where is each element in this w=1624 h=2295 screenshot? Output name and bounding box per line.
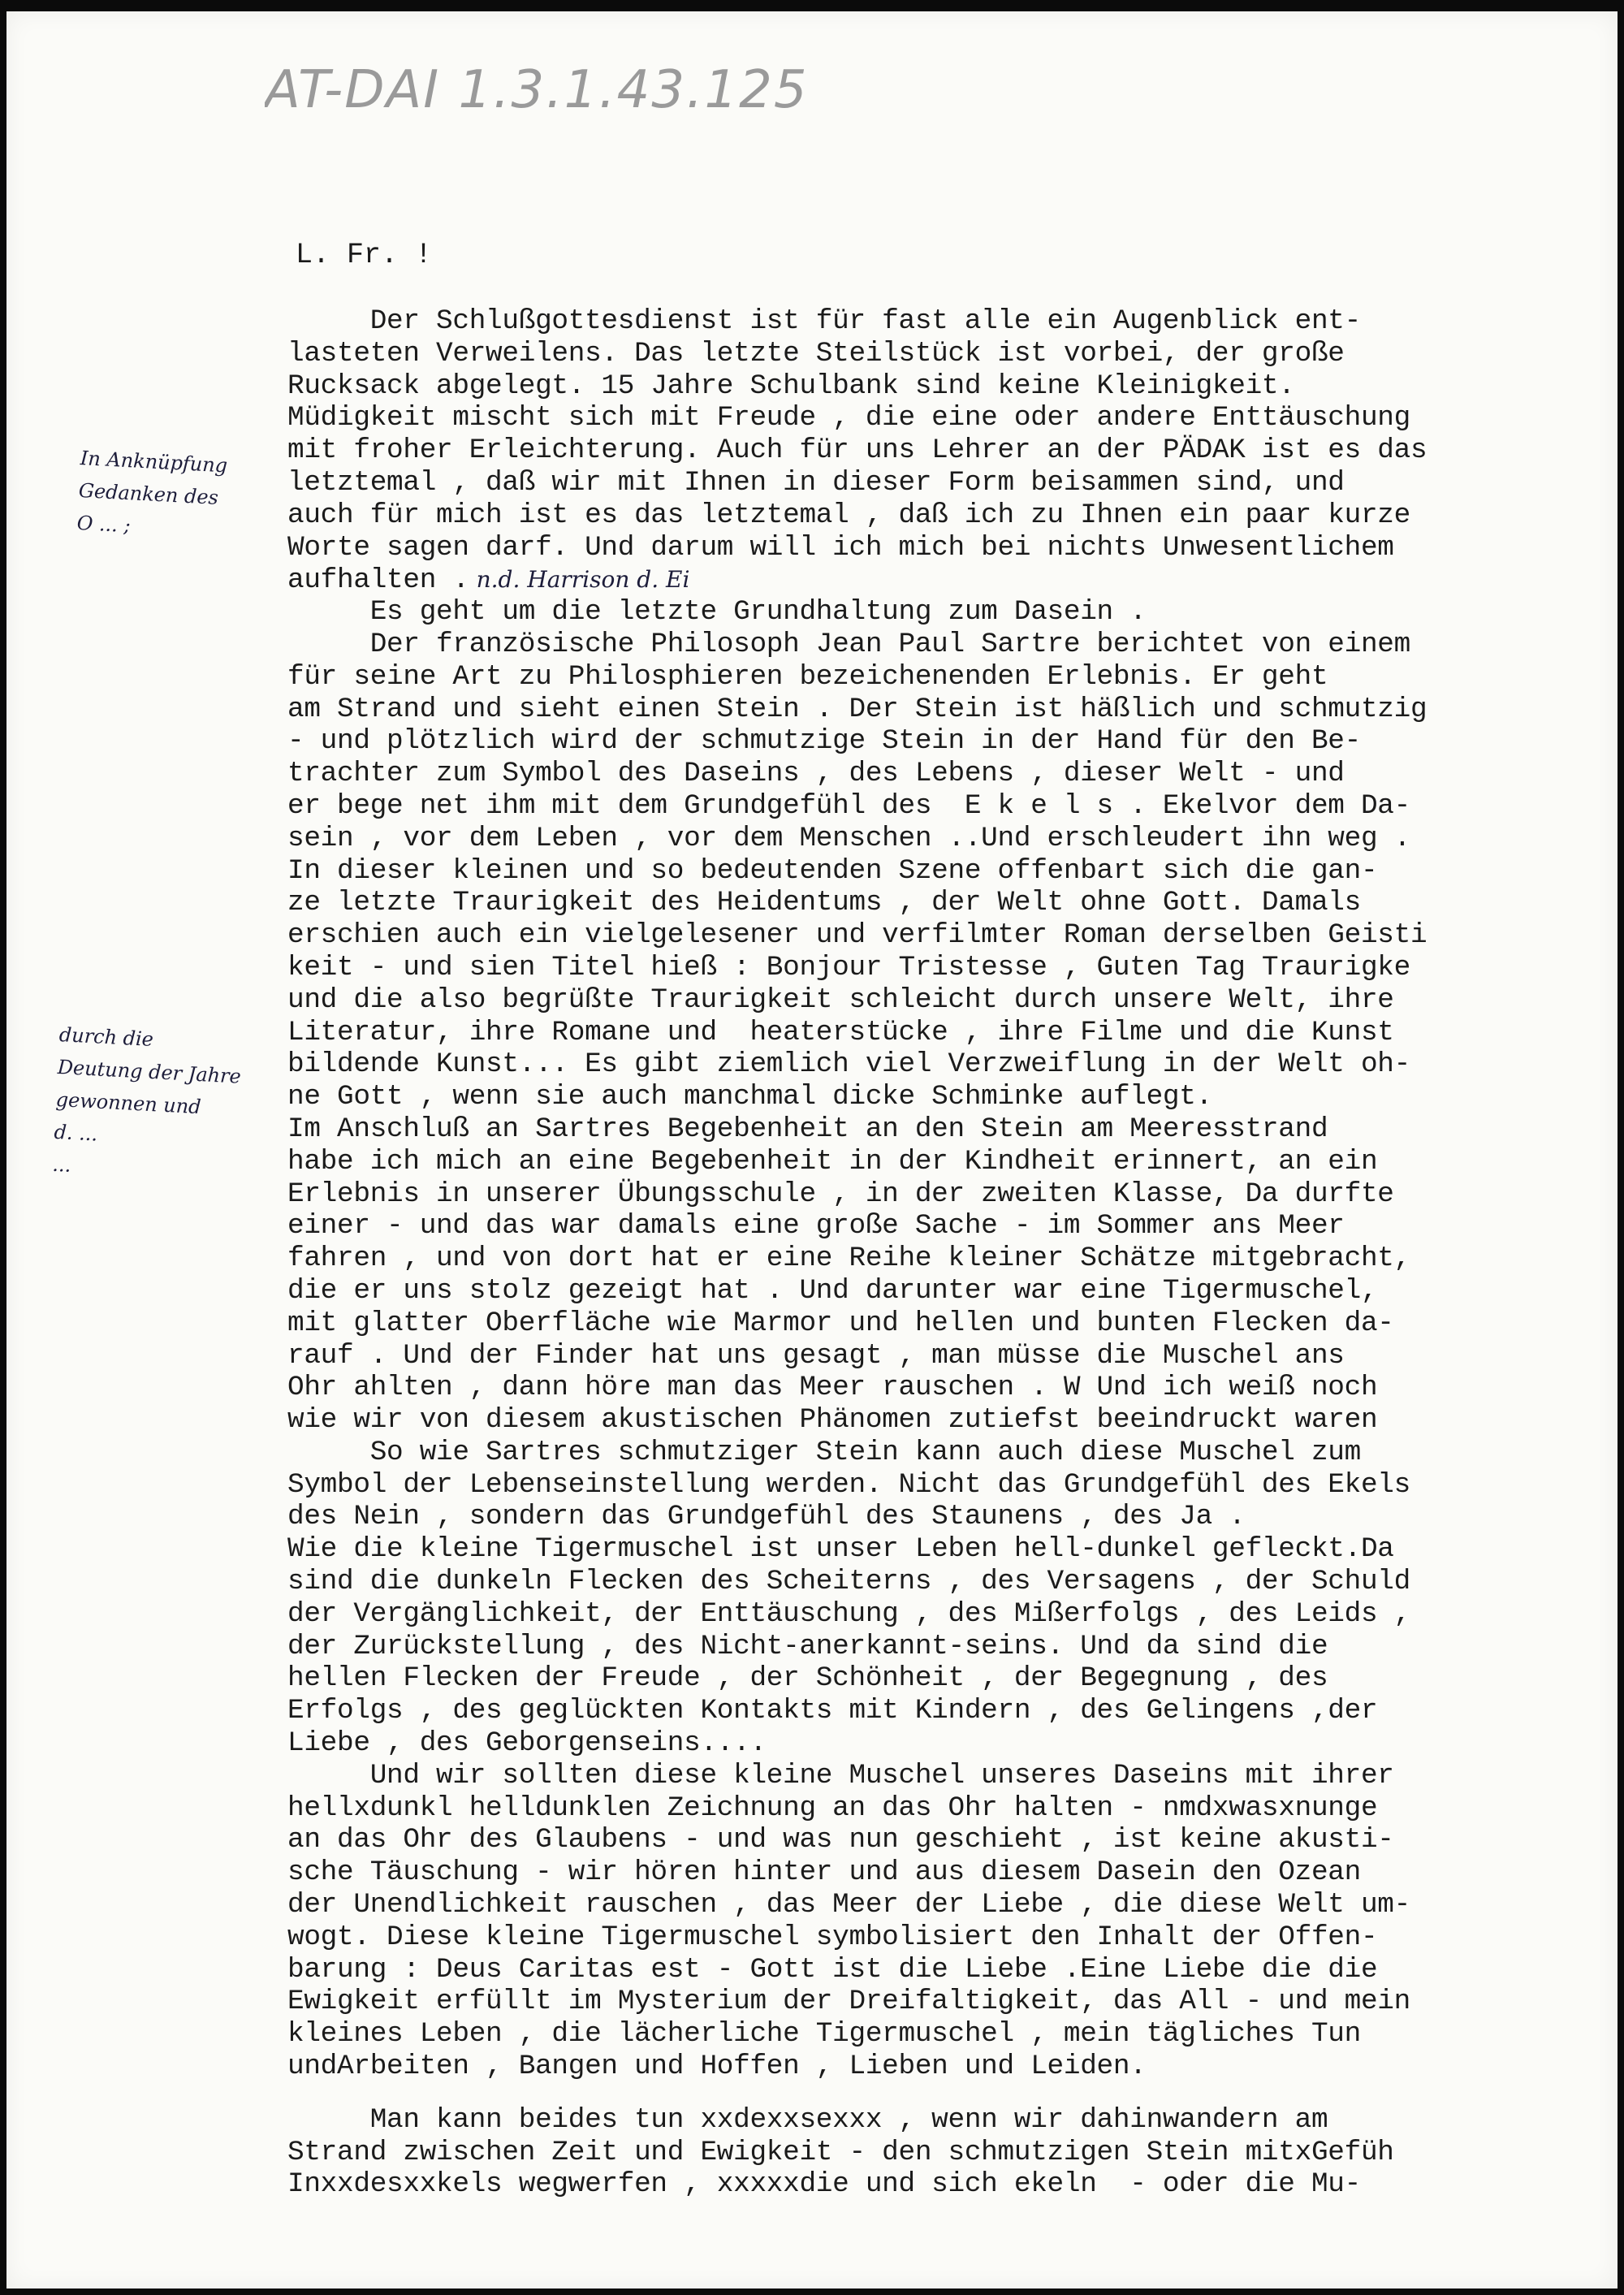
text-line: letztemal , daß wir mit Ihnen in dieser Form beisammen sind, und: [287, 466, 1345, 499]
text-line: wogt. Diese kleine Tigermuschel symbolisiert den Inhalt der Offen-: [287, 1921, 1378, 1953]
text-line: Wie die kleine Tigermuschel ist unser Leben hell-dunkel gefleckt.Da: [287, 1533, 1394, 1566]
text-line: sein , vor dem Leben , vor dem Menschen ..Und erschleudert ihn weg .: [287, 822, 1410, 854]
salutation: L. Fr. !: [296, 239, 433, 271]
margin-note-1: In Anknüpfung Gedanken des O ... ;: [76, 446, 228, 538]
text-line: Inxxdesxxkels wegwerfen , xxxxxdie und sich ekeln - oder die Mu-: [287, 2168, 1361, 2201]
text-line: Erlebnis in unserer Übungsschule , in der zweiten Klasse, Da durfte: [287, 1178, 1394, 1210]
text-line: die er uns stolz gezeigt hat . Und darunter war eine Tigermuschel,: [287, 1274, 1378, 1307]
text-line: der Zurückstellung , des Nicht-anerkannt-seins. Und da sind die: [287, 1630, 1328, 1662]
text-line: Im Anschluß an Sartres Begebenheit an den Stein am Meeresstrand: [287, 1113, 1328, 1145]
text-line: am Strand und sieht einen Stein . Der Stein ist häßlich und schmutzig: [287, 693, 1427, 725]
archive-signature: AT-DAI 1.3.1.43.125: [265, 60, 809, 120]
text-line: barung : Deus Caritas est - Gott ist die Liebe .Eine Liebe die die: [287, 1953, 1378, 1986]
text-line: und die also begrüßte Traurigkeit schleicht durch unsere Welt, ihre: [287, 983, 1394, 1016]
text-line: ze letzte Traurigkeit des Heidentums , der Welt ohne Gott. Damals: [287, 887, 1361, 919]
text-line: hellxdunkl helldunklen Zeichnung an das Ohr halten - nmdxwasxnunge: [287, 1791, 1378, 1824]
text-line: der Unendlichkeit rauschen , das Meer der Liebe , die diese Welt um-: [287, 1889, 1410, 1921]
text-line: Ohr ahlten , dann höre man das Meer rauschen . W Und ich weiß noch: [287, 1372, 1378, 1404]
text-line: keit - und sien Titel hieß : Bonjour Tristesse , Guten Tag Traurigke: [287, 951, 1410, 983]
text-line: [287, 2083, 1611, 2104]
text-line: mit glatter Oberfläche wie Marmor und hellen und bunten Flecken da-: [287, 1307, 1394, 1339]
text-line: Symbol der Lebenseinstellung werden. Nicht das Grundgefühl des Ekels: [287, 1468, 1410, 1501]
text-line: rauf . Und der Finder hat uns gesagt , man müsse die Muschel ans: [287, 1339, 1345, 1372]
text-line: Der französische Philosoph Jean Paul Sartre berichtet von einem: [287, 628, 1410, 660]
text-line: Rucksack abgelegt. 15 Jahre Schulbank sind keine Kleinigkeit.: [287, 370, 1295, 402]
text-line: erschien auch ein vielgelesener und verfilmter Roman derselben Geisti: [287, 919, 1427, 952]
text-line: des Nein , sondern das Grundgefühl des Staunens , des Ja .: [287, 1501, 1246, 1533]
text-line: bildende Kunst... Es gibt ziemlich viel Verzweiflung in der Welt oh-: [287, 1048, 1410, 1081]
text-line: Strand zwischen Zeit und Ewigkeit - den schmutzigen Stein mitxGefüh: [287, 2136, 1394, 2168]
text-line: Liebe , des Geborgenseins....: [287, 1727, 767, 1760]
text-line: ne Gott , wenn sie auch manchmal dicke Schminke auflegt.: [287, 1081, 1212, 1113]
document-page: [6, 11, 1618, 2289]
text-line: Und wir sollten diese kleine Muschel unseres Daseins mit ihrer: [287, 1759, 1394, 1791]
text-line: hellen Flecken der Freude , der Schönheit , der Begegnung , des: [287, 1662, 1328, 1695]
text-line: der Vergänglichkeit, der Enttäuschung , des Mißerfolgs , des Leids ,: [287, 1597, 1410, 1630]
text-line: lasteten Verweilens. Das letzte Steilstück ist vorbei, der große: [287, 337, 1345, 370]
letter-body: [287, 305, 1611, 2254]
text-line: habe ich mich an eine Begebenheit in der Kindheit erinnert, an ein: [287, 1145, 1378, 1178]
text-line: Erfolgs , des geglückten Kontakts mit Kindern , des Gelingens ,der: [287, 1695, 1378, 1727]
text-line: So wie Sartres schmutziger Stein kann auch diese Muschel zum: [287, 1436, 1361, 1468]
text-line: kleines Leben , die lächerliche Tigermuschel , mein tägliches Tun: [287, 2018, 1361, 2051]
text-line: einer - und das war damals eine große Sache - im Sommer ans Meer: [287, 1210, 1345, 1243]
text-line: undArbeiten , Bangen und Hoffen , Lieben und Leiden.: [287, 2051, 1147, 2083]
text-line: Müdigkeit mischt sich mit Freude , die eine oder andere Enttäuschung: [287, 402, 1410, 434]
text-line: aufhalten . n.d. Harrison d. Ei: [287, 564, 690, 597]
text-line: Es geht um die letzte Grundhaltung zum Dasein .: [287, 596, 1147, 629]
text-line: Literatur, ihre Romane und heaterstücke , ihre Filme und die Kunst: [287, 1016, 1394, 1048]
text-line: trachter zum Symbol des Daseins , des Lebens , dieser Welt - und: [287, 758, 1345, 790]
text-line: sche Täuschung - wir hören hinter und aus diesem Dasein den Ozean: [287, 1856, 1361, 1889]
text-line: sind die dunkeln Flecken des Scheiterns , des Versagens , der Schuld: [287, 1566, 1410, 1598]
text-line: an das Ohr des Glaubens - und was nun geschieht , ist keine akusti-: [287, 1824, 1394, 1856]
handwritten-insertion: n.d. Harrison d. Ei: [469, 566, 690, 594]
text-line: Ewigkeit erfüllt im Mysterium der Dreifaltigkeit, das All - und mein: [287, 1986, 1410, 2018]
text-line: Worte sagen darf. Und darum will ich mich bei nichts Unwesentlichem: [287, 531, 1394, 564]
text-line: In dieser kleinen und so bedeutenden Szene offenbart sich die gan-: [287, 854, 1378, 887]
text-line: auch für mich ist es das letztemal , daß ich zu Ihnen ein paar kurze: [287, 499, 1410, 531]
text-line: fahren , und von dort hat er eine Reihe kleiner Schätze mitgebracht,: [287, 1243, 1410, 1275]
text-line: - und plötzlich wird der schmutzige Stein in der Hand für den Be-: [287, 725, 1361, 758]
text-line: er bege net ihm mit dem Grundgefühl des E k e l s . Ekelvor dem Da-: [287, 789, 1410, 822]
text-line: mit froher Erleichterung. Auch für uns Lehrer an der PÄDAK ist es das: [287, 434, 1427, 467]
text-line: Man kann beides tun xxdexxsexxx , wenn wir dahinwandern am: [287, 2103, 1328, 2136]
text-line: wie wir von diesem akustischen Phänomen zutiefst beeindruckt waren: [287, 1404, 1378, 1437]
margin-note-2: durch die Deutung der Jahre gewonnen und d. ... ...: [51, 1022, 242, 1177]
text-line: Der Schlußgottesdienst ist für fast alle ein Augenblick ent-: [287, 305, 1361, 337]
text-line: für seine Art zu Philosphieren bezeichenenden Erlebnis. Er geht: [287, 660, 1328, 693]
